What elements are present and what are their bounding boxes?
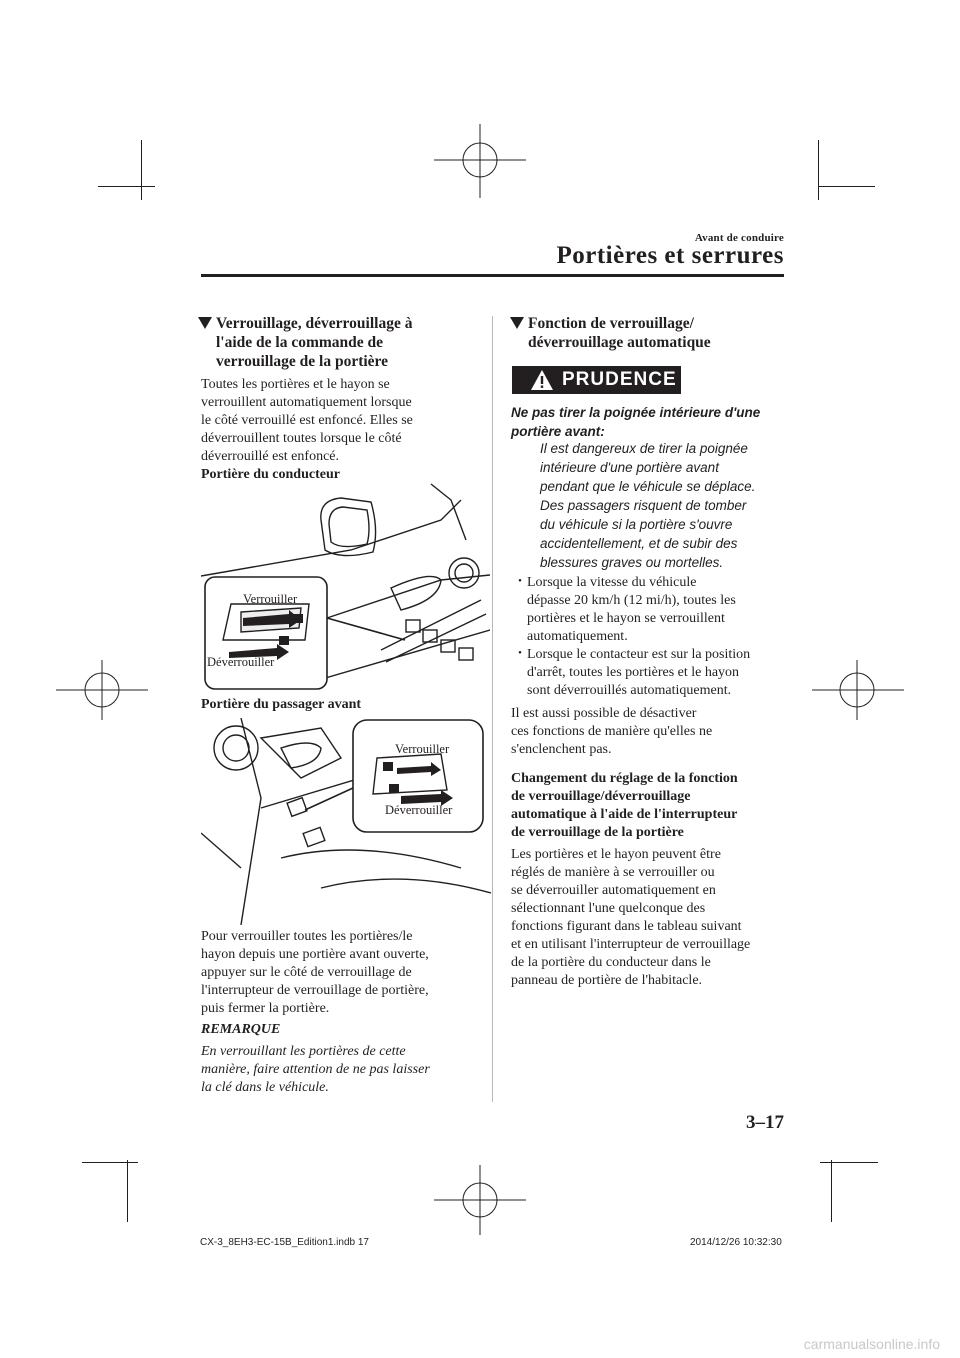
left-heading: Verrouillage, déverrouillage à l'aide de la commande de verrouillage de la portière [198,314,488,371]
triangle-marker-icon [510,317,524,329]
fig1-unlock-label: Déverrouiller [207,655,275,669]
triangle-marker-icon [198,317,212,329]
list-item: ・ Lorsque le contacteur est sur la position d'arrêt, toutes les portières et le hayon sont déverrouillés automatiquement. [513,647,751,698]
driver-door-label: Portière du conducteur [201,467,340,482]
footer-filename: CX-3_8EH3-EC-15B_Edition1.indb 17 [200,1237,369,1248]
page-title: Portières et serrures [556,242,784,269]
caution-text: Il est dangereux de tirer la poignée intérieure d'une portière avant pendant que le véhicule se déplace. Des passagers risquent de tomber du véhicule si la portière s'ouvre accidentellement, et de subir des blessures graves ou mortelles. [540,441,756,570]
section-label: Avant de conduire [694,232,784,244]
watermark: carmanualsonline.info [803,1336,940,1352]
header-rule [201,274,784,277]
fig1-lock-label: Verrouiller [243,592,298,606]
fig2-unlock-label: Déverrouiller [385,803,453,817]
page-number: 3–17 [746,1112,784,1133]
caution-title: Ne pas tirer la poignée intérieure d'une portière avant: [511,405,761,439]
note-text: En verrouillant les portières de cette manière, faire attention de ne pas laisser la clé dans le véhicule. [201,1044,430,1095]
left-closing: Pour verrouiller toutes les portières/le hayon depuis une portière avant ouverte, appuyer sur le côté de verrouillage de l'interrupteur de verrouillage de portière, puis fermer la portière. [201,929,429,1016]
caution-label: PRUDENCE [562,369,677,390]
note-title: REMARQUE [201,1022,281,1037]
right-heading: Fonction de verrouillage/ déverrouillage automatique [510,314,790,352]
bullet-list [513,574,793,700]
right-subheading: Changement du réglage de la fonction de verrouillage/déverrouillage automatique à l'aide de l'interrupteur de verrouillage de la portière [511,771,738,840]
warning-icon [530,369,554,391]
right-para1: Il est aussi possible de désactiver ces fonctions de manière qu'elles ne s'enclenchent pas. [511,706,713,757]
left-intro: Toutes les portières et le hayon se verrouillent automatiquement lorsque le côté verrouillé est enfoncé. Elles se déverrouillent toutes lorsque le côté déverrouillé est enfoncé. Portière du conducteur [201,376,491,484]
list-item: ・ Lorsque la vitesse du véhicule dépasse 20 km/h (12 mi/h), toutes les portières et le hayon se verrouillent automatiquement. [513,575,736,644]
fig2-lock-label: Verrouiller [395,742,450,756]
passenger-door-label: Portière du passager avant [201,697,362,712]
column-divider [492,316,493,1102]
right-para2: Les portières et le hayon peuvent être réglés de manière à se verrouiller ou se déverrouiller automatiquement en sélectionnant l'une quelconque des fonctions figurant dans le tableau suivant et en utilisant l'interrupteur de verrouillage de la portière du conducteur dans le panneau de portière de l'habitacle. [511,847,751,988]
footer-timestamp: 2014/12/26 10:32:30 [690,1237,782,1248]
caution-banner [512,366,681,394]
